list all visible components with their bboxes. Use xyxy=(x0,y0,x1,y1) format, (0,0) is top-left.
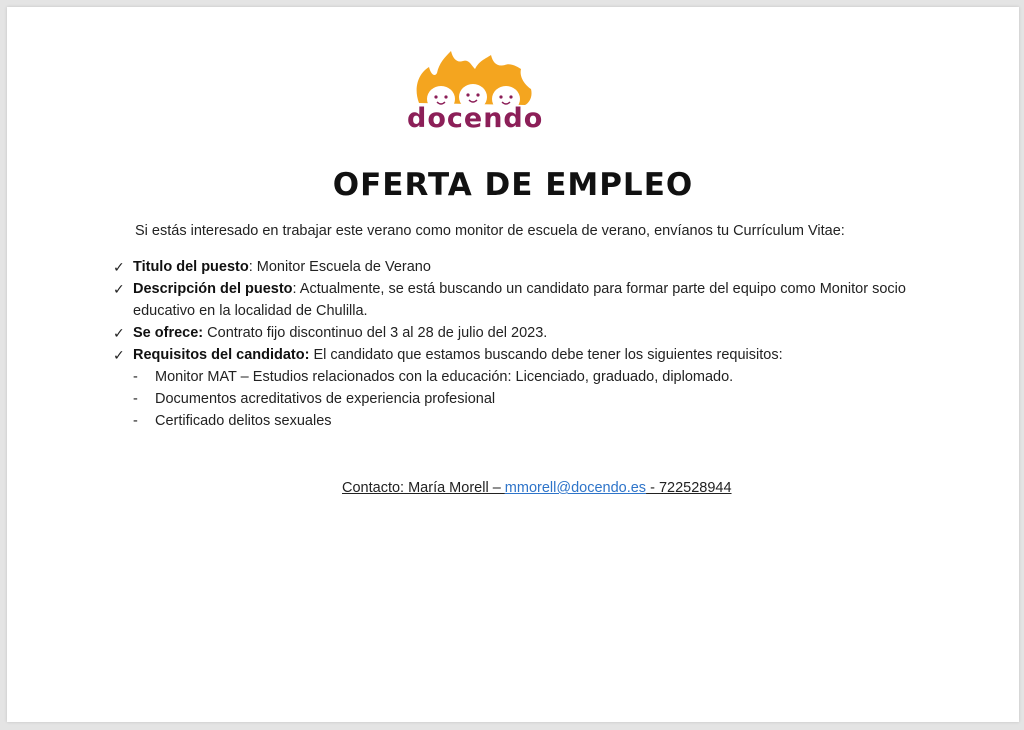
dash-bullet: - xyxy=(133,369,138,385)
requirement-item xyxy=(113,388,933,410)
requirement-text: Monitor MAT – Estudios relacionados con la educación: Licenciado, graduado, diplomado. xyxy=(155,369,734,385)
check-icon: ✓ xyxy=(113,325,125,341)
item-label: Descripción del puesto xyxy=(133,281,293,297)
item-sep: : xyxy=(292,281,297,297)
check-icon: ✓ xyxy=(113,281,125,297)
intro-text: Si estás interesado en trabajar este verano como monitor de escuela de verano, envíanos tu Currículum Vitae: xyxy=(135,223,845,239)
dash-bullet: - xyxy=(133,391,138,407)
dash-bullet: - xyxy=(133,413,138,429)
contact-email-link[interactable]: mmorell@docendo.es xyxy=(504,480,647,496)
requirement-item xyxy=(113,366,933,388)
check-icon: ✓ xyxy=(113,259,125,275)
item-text: Contrato fijo discontinuo del 3 al 28 de julio del 2023. xyxy=(203,325,548,341)
item-text: El candidato que estamos buscando debe tener los siguientes requisitos: xyxy=(309,347,783,363)
requirement-item xyxy=(113,410,933,432)
list-item-description xyxy=(113,278,933,322)
item-text: Monitor Escuela de Verano xyxy=(252,259,431,275)
document-page xyxy=(7,7,1019,722)
list-item-job-title xyxy=(113,256,933,278)
requirement-text: Certificado delitos sexuales xyxy=(155,413,332,429)
contact-line xyxy=(342,480,732,496)
list-item-offer xyxy=(113,322,933,344)
offer-details-list xyxy=(113,256,933,432)
item-sep: : xyxy=(248,259,253,275)
contact-name: Contacto: María Morell – xyxy=(342,480,505,496)
list-item-requirements xyxy=(113,344,933,366)
item-text: Actualmente, se está buscando un candidato para formar parte del equipo como Monitor socio educativo en la localidad de Chulilla. xyxy=(133,281,906,319)
logo-wordmark: docendo xyxy=(407,103,544,134)
check-icon: ✓ xyxy=(113,347,125,363)
item-label: Requisitos del candidato: xyxy=(133,347,310,363)
item-label: Titulo del puesto xyxy=(133,259,249,275)
contact-phone: - 722528944 xyxy=(646,480,732,496)
item-label: Se ofrece: xyxy=(133,325,204,341)
page-title: OFERTA DE EMPLEO xyxy=(332,167,694,203)
requirement-text: Documentos acreditativos de experiencia profesional xyxy=(155,391,496,407)
docendo-logo xyxy=(405,47,545,139)
